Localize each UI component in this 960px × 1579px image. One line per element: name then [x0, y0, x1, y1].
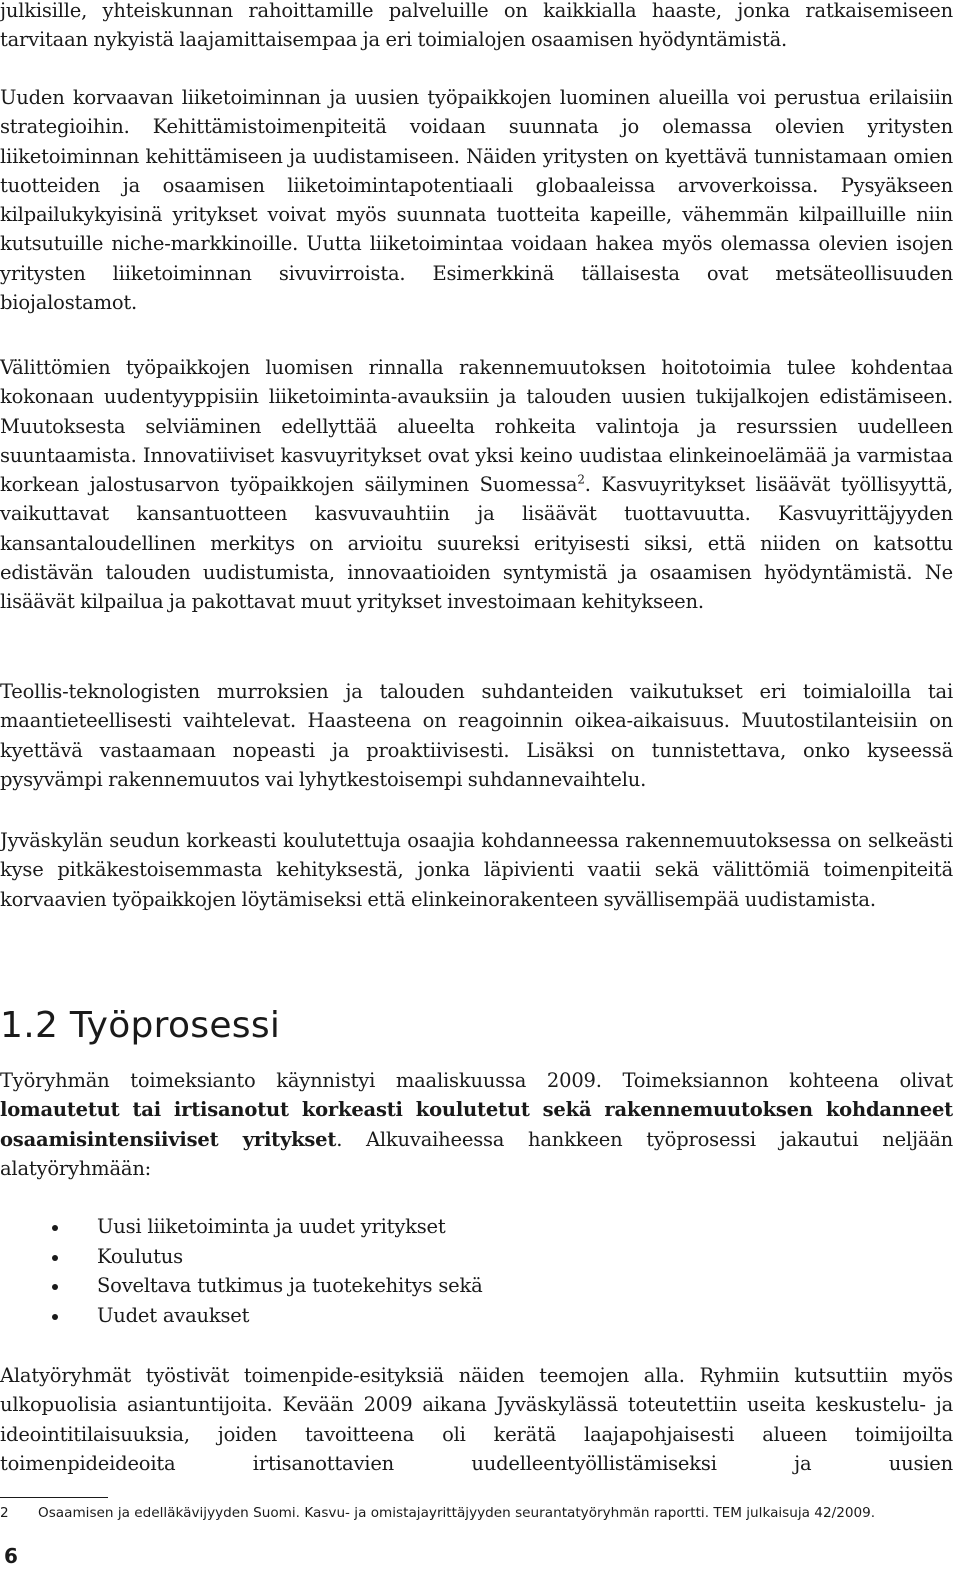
paragraph-text: . Kasvuyritykset lisäävät työllisyyttä, vaikuttavat kansantuotteen kasvuvauhtiin ja lisäävät tuottavuutta. Kasvuyrittäjyyden kansantaloudellinen merkitys on arvioitu suureksi erityisesti siksi, että niiden on katsottu edistävän talouden uudistumista, innovaatioiden syntymistä ja osaamisen hyödyntämistä. Ne lisäävät kilpailua ja pakottavat muut yritykset investoimaan kehitykseen. — [0, 473, 953, 614]
paragraph-jyvaskyla: Jyväskylän seudun korkeasti koulutettuja osaajia kohdanneessa rakennemuutoksessa on selkeästi kyse pitkäkestoisemmasta kehityksestä, jonka läpivienti vaatii sekä välittömiä toimenpiteitä korvaavien työpaikkojen löytämiseksi että elinkeinorakenteen syvällisempää uudistamista. — [0, 829, 953, 911]
paragraph-text: . Alkuvaiheessa hankkeen työprosessi jakautui neljään alatyöryhmään: — [0, 1127, 953, 1180]
footnote — [0, 1503, 950, 1523]
section-number: 1.2 — [0, 1005, 59, 1046]
paragraph-intro-continuation: julkisille, yhteiskunnan rahoittamille palveluille on kaikkialla haaste, jonka ratkaisemiseen tarvitaan nykyistä laajamittaisempaa ja eri toimialojen osaamisen hyödyntämistä. — [0, 0, 953, 52]
section-title: Työprosessi — [69, 1005, 281, 1046]
paragraph-text: Työryhmän toimeksianto käynnistyi maaliskuussa 2009. Toimeksiannon kohteena olivat — [0, 1069, 953, 1092]
paragraph-subgroups-work: Alatyöryhmät työstivät toimenpide-esityksiä näiden teemojen alla. Ryhmiin kutsuttiin myös ulkopuolisia asiantuntijoita. Kevään 2009 aikana Jyväskylässä toteutettiin useita keskustelu- ja ideointitilaisuuksia, joiden tavoitteena oli kerätä laajapohjaisesti alueen toimijoilta toimenpideideoita irtisanottavien uudelleentyöllistämiseksi ja uusien — [0, 1364, 953, 1475]
footnote-number: 2 — [0, 1505, 9, 1521]
paragraph-work-process — [0, 1066, 953, 1183]
list-item: Koulutus — [0, 1242, 900, 1272]
paragraph-text: Välittömien työpaikkojen luomisen rinnalla rakennemuutoksen hoitotoimia tulee kohdentaa kokonaan uudentyyppisiin liiketoiminta-avauksiin ja talouden uusien tukijalkojen edistämiseen. Muutoksesta selviäminen edellyttää alueelta rohkeita valintoja ja resurssien uudelleen suuntaamista. Innovatiiviset kasvuyritykset ovat yksi keino uudistaa elinkeinoelämää ja varmistaa korkean jalostusarvon työpaikkojen säilyminen Suomessa — [0, 356, 953, 497]
paragraph-strategies: Uuden korvaavan liiketoiminnan ja uusien työpaikkojen luominen alueilla voi perustua erilaisiin strategioihin. Kehittämistoimenpiteitä voidaan suunnata jo olemassa olevien yritysten liiketoiminnan kehittämiseen ja uudistamiseen. Näiden yritysten on kyettävä tunnistamaan omien tuotteiden ja osaamisen liiketoimintapotentiaali globaaleissa arvoverkoissa. Pysyäkseen kilpailukykyisinä yritykset voivat myös suunnata tuotteita kapeille, vähemmän kilpailluille niin kutsutuille niche-markkinoille. Uutta liiketoimintaa voidaan hakea myös olemassa olevien isojen yritysten liiketoiminnan sivuvirroista. Esimerkkinä tällaisesta ovat metsäteollisuuden biojalostamot. — [0, 86, 953, 315]
footnote-reference[interactable]: 2 — [577, 472, 585, 487]
footnote-divider — [0, 1497, 108, 1498]
emphasized-text: lomautetut tai irtisanotut korkeasti koulutetut sekä rakennemuutoksen kohdanneet osaamisintensiiviset yritykset — [0, 1098, 953, 1151]
list-item: Soveltava tutkimus ja tuotekehitys sekä — [0, 1271, 900, 1301]
paragraph-industrial-changes: Teollis-teknologisten murroksien ja talouden suhdanteiden vaikutukset eri toimialoilla tai maantieteellisesti vaihtelevat. Haasteena on reagoinnin oikea-aikaisuus. Muutostilanteisiin on kyettävä vastaamaan nopeasti ja proaktiivisesti. Lisäksi on tunnistettava, onko kyseessä pysyvämpi rakennemuutos vai lyhytkestoisempi suhdannevaihtelu. — [0, 680, 953, 791]
page-number: 6 — [4, 1544, 18, 1568]
paragraph-growth-companies — [0, 353, 953, 617]
section-heading — [0, 1004, 280, 1048]
list-item: Uusi liiketoiminta ja uudet yritykset — [0, 1212, 900, 1242]
list-item: Uudet avaukset — [0, 1301, 900, 1331]
footnote-text: Osaamisen ja edelläkävijyyden Suomi. Kasvu- ja omistajayrittäjyyden seurantatyöryhmän raportti. TEM julkaisuja 42/2009. — [38, 1505, 876, 1521]
subgroup-list — [0, 1212, 900, 1330]
